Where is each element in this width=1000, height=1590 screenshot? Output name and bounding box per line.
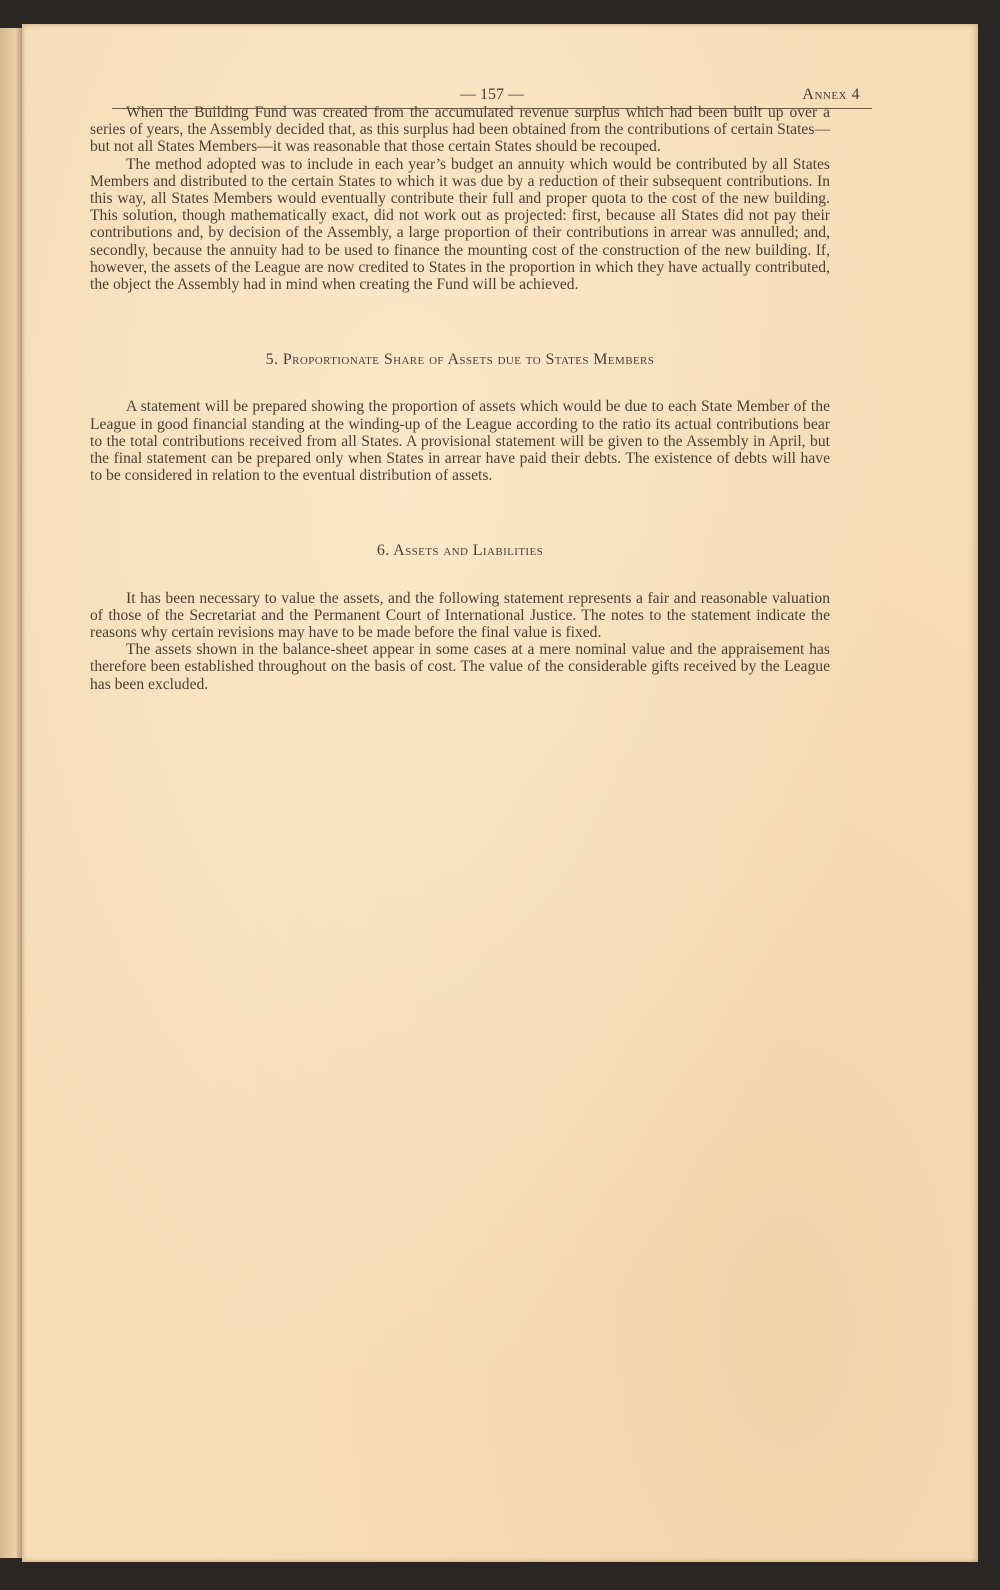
document-body (90, 104, 830, 693)
paragraph: A statement will be prepared showing the proportion of assets which would be due to each State Member of the League in good financial standing at the winding-up of the League according to the ratio its actual contributions bear to the total contributions received from all States. A provisional statement will be given to the Assembly in April, but the final statement can be prepared only when States in arrear have paid their debts. The existence of debts will have to be considered in relation to the eventual distribution of assets. (90, 398, 830, 485)
paragraph: When the Building Fund was created from the accumulated revenue surplus which had been built up over a series of years, the Assembly decided that, as this surplus had been obtained from the contributions of certain States—but not all States Members—it was reasonable that those certain States should be recouped. (90, 104, 830, 156)
paragraph: The assets shown in the balance-sheet appear in some cases at a mere nominal value and the appraisement has therefore been established throughout on the basis of cost. The value of the considerable gifts received by the League has been excluded. (90, 641, 830, 693)
paragraph: It has been necessary to value the assets, and the following statement represents a fair and reasonable valuation of those of the Secretariat and the Permanent Court of International Justice. The notes to the statement indicate the reasons why certain revisions may have to be made before the final value is fixed. (90, 589, 830, 642)
paragraph: The method adopted was to include in each year’s budget an annuity which would be contributed by all States Members and distributed to the certain States to which it was due by a reduction of their subsequent contributions. In this way, all States Members would eventually contribute their full and proper quota to the cost of the new building. This solution, though mathematically exact, did not work out as projected: first, because all States did not pay their contributions and, by decision of the Assembly, a large proportion of their contributions in arrear was annulled; and, secondly, because the annuity had to be used to finance the mounting cost of the construction of the new building. If, however, the assets of the League are now credited to States in the proportion in which they have actually contributed, the object the Assembly had in mind when creating the Fund will be achieved. (90, 155, 830, 294)
section-heading-6: 6. Assets and Liabilities (376, 542, 544, 560)
section-heading-5: 5. Proportionate Share of Assets due to States Members (265, 351, 655, 369)
previous-page-edge (0, 28, 22, 1558)
annex-label: Annex 4 (802, 86, 860, 103)
page-number: — 157 — (460, 86, 524, 103)
